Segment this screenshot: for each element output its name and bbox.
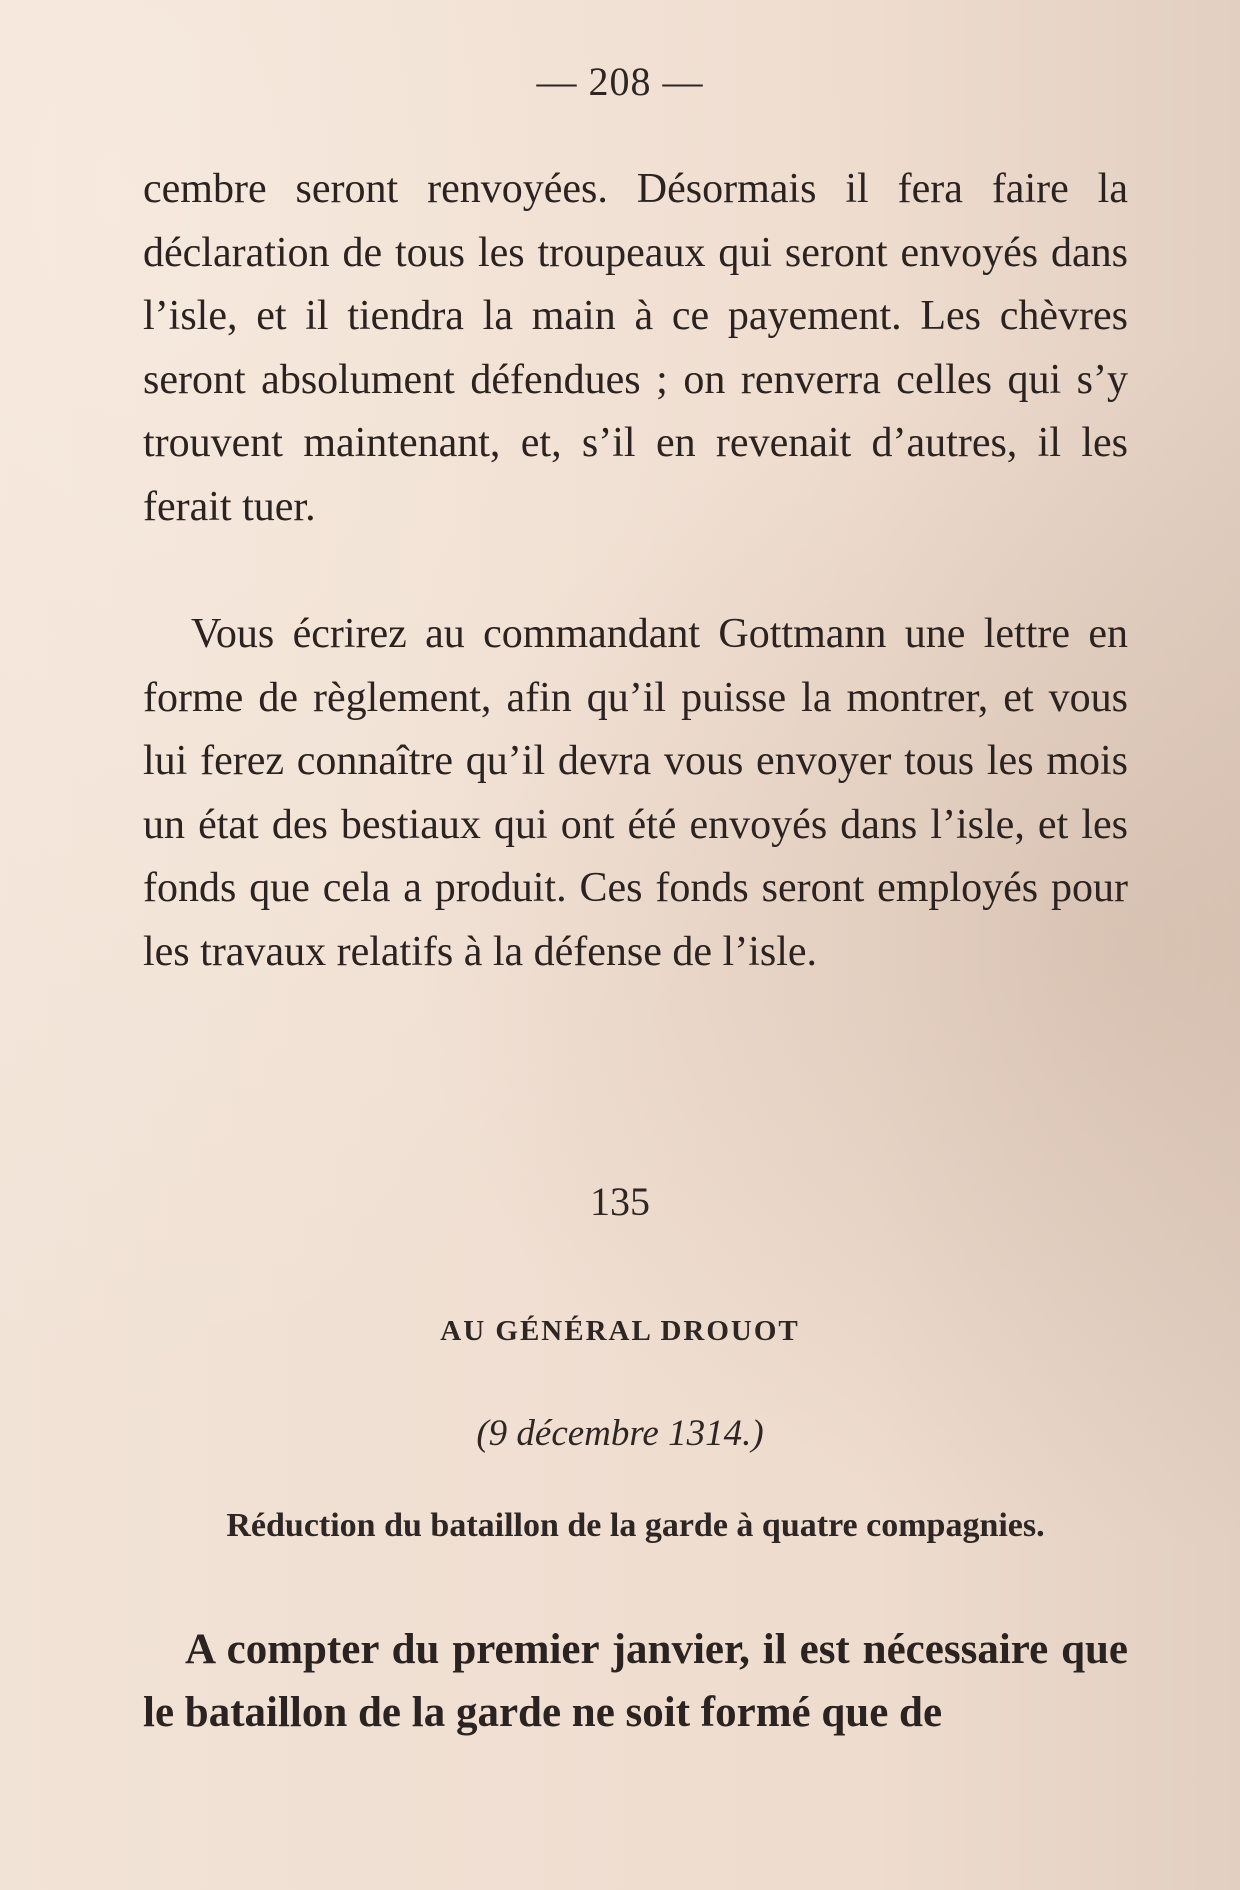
letter-summary: Réduction du bataillon de la garde à quatre compagnies. (226, 1507, 1045, 1544)
paragraph-1: cembre seront renvoyées. Désormais il fera faire la déclaration de tous les troupeaux qui seront envoyés dans l’isle, et il tiendra la main à ce payement. Les chèvres seront absolument défendues ; on renverra celles qui s’y trouvent maintenant, et, s’il en revenait d’autres, il les ferait tuer. (143, 166, 1128, 530)
letter-opening-paragraph: A compter du premier janvier, il est nécessaire que le bataillon de la garde ne soit formé que de (143, 1626, 1128, 1736)
letter-recipient: AU GÉNÉRAL DROUOT (440, 1315, 800, 1347)
page-number: — 208 — (536, 59, 704, 104)
letter-number: 135 (590, 1179, 650, 1224)
paragraph-2: Vous écrirez au commandant Gottmann une lettre en forme de règlement, afin qu’il puisse la montrer, et vous lui ferez connaître qu’il devra vous envoyer tous les mois un état des bestiaux qui ont été envoyés dans l’isle, et les fonds que cela a produit. Ces fonds seront employés pour les travaux relatifs à la défense de l’isle. (143, 611, 1128, 975)
letter-date: (9 décembre 1314.) (476, 1413, 764, 1454)
